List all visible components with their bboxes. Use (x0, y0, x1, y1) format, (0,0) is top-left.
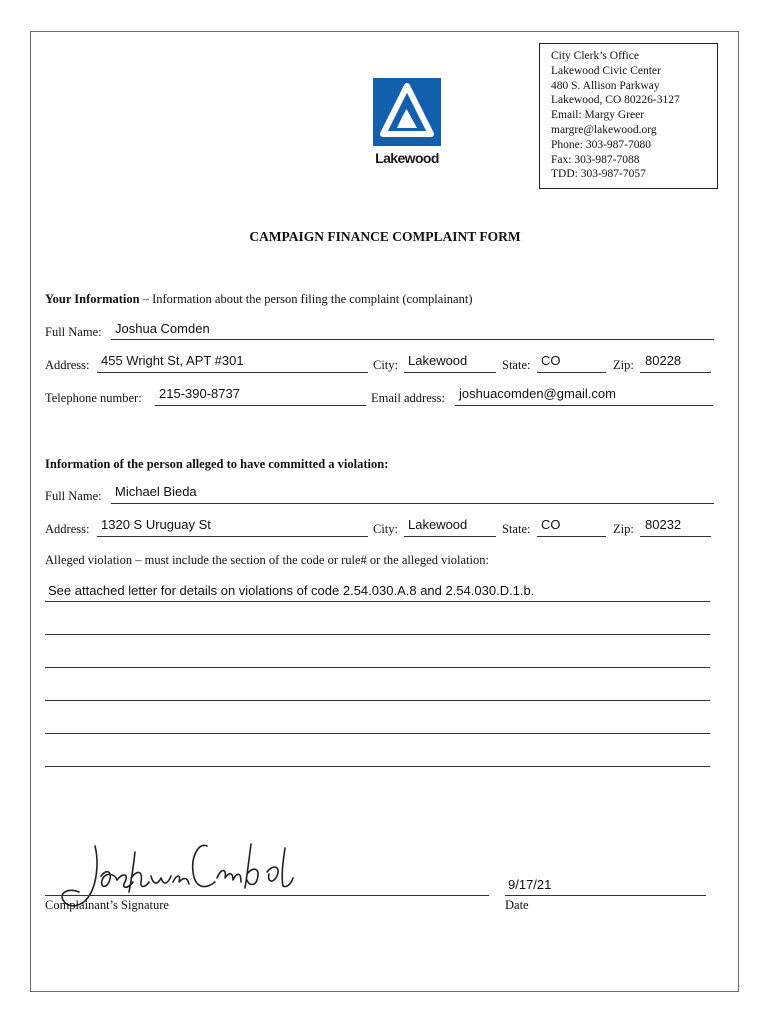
date-line (505, 895, 706, 896)
contact-line: 480 S. Allison Parkway (551, 79, 660, 92)
email-label: Email address: (371, 391, 445, 405)
alleged-zip[interactable]: 80232 (645, 517, 682, 532)
violation-line (45, 700, 710, 701)
form-title: CAMPAIGN FINANCE COMPLAINT FORM (249, 229, 521, 244)
full-name-label: Full Name: (45, 325, 102, 339)
zip-label: Zip: (613, 358, 634, 372)
signature-line (45, 895, 489, 896)
contact-line: Lakewood, CO 80226-3127 (551, 94, 680, 107)
alleged-city-line (404, 536, 496, 537)
phone-label: Telephone number: (45, 391, 142, 405)
complainant-email[interactable]: joshuacomden@gmail.com (459, 386, 616, 401)
signature-label: Complainant’s Signature (45, 898, 169, 912)
contact-line: margre@lakewood.org (551, 123, 657, 136)
date-label: Date (505, 898, 529, 912)
logo-text: Lakewood (375, 150, 439, 166)
logo-mountain-icon (373, 78, 441, 146)
your-info-heading (45, 292, 472, 307)
complainant-full-name[interactable]: Joshua Comden (115, 321, 210, 336)
violation-line (45, 667, 710, 668)
alleged-state[interactable]: CO (541, 517, 561, 532)
contact-line: Lakewood Civic Center (551, 64, 661, 77)
signature-date[interactable]: 9/17/21 (508, 877, 552, 892)
alleged-address-label: Address: (45, 522, 90, 536)
complainant-zip[interactable]: 80228 (645, 353, 682, 368)
state-line (537, 372, 606, 373)
alleged-state-line (537, 536, 606, 537)
lakewood-logo (373, 78, 441, 146)
address-label: Address: (45, 358, 90, 372)
alleged-address[interactable]: 1320 S Uruguay St (101, 517, 211, 532)
alleged-heading: Information of the person alleged to have committed a violation: (45, 457, 389, 471)
state-label: State: (502, 358, 531, 372)
your-info-heading-rest: – Information about the person filing the complaint (complainant) (139, 292, 473, 306)
contact-line: TDD: 303-987-7057 (551, 168, 646, 181)
alleged-city[interactable]: Lakewood (408, 517, 468, 532)
alleged-full-name-label: Full Name: (45, 489, 102, 503)
phone-line (155, 405, 366, 406)
complainant-city[interactable]: Lakewood (408, 353, 468, 368)
your-info-heading-bold: Your Information (45, 292, 140, 306)
alleged-full-name[interactable]: Michael Bieda (115, 484, 197, 499)
city-label: City: (373, 358, 399, 372)
complainant-state[interactable]: CO (541, 353, 561, 368)
violation-label: Alleged violation – must include the section of the code or rule# or the alleged violation: (45, 553, 489, 567)
violation-text[interactable]: See attached letter for details on violations of code 2.54.030.A.8 and 2.54.030.D.1.b. (48, 583, 535, 598)
contact-line: Phone: 303-987-7080 (551, 138, 651, 151)
contact-line: Email: Margy Greer (551, 109, 645, 122)
zip-line (640, 372, 711, 373)
contact-box (539, 43, 718, 189)
alleged-zip-line (640, 536, 711, 537)
alleged-state-label: State: (502, 522, 531, 536)
full-name-line (111, 339, 714, 340)
city-line (404, 372, 496, 373)
violation-line (45, 601, 710, 602)
complainant-address[interactable]: 455 Wright St, APT #301 (101, 353, 244, 368)
violation-line (45, 733, 710, 734)
alleged-city-label: City: (373, 522, 399, 536)
contact-line: Fax: 303-987-7088 (551, 153, 640, 166)
alleged-address-line (97, 536, 368, 537)
address-line (97, 372, 368, 373)
alleged-full-name-line (111, 503, 714, 504)
email-line (455, 405, 713, 406)
contact-line: City Clerk’s Office (551, 50, 639, 62)
violation-line (45, 634, 710, 635)
alleged-zip-label: Zip: (613, 522, 634, 536)
complainant-phone[interactable]: 215-390-8737 (159, 386, 240, 401)
violation-line (45, 766, 710, 767)
